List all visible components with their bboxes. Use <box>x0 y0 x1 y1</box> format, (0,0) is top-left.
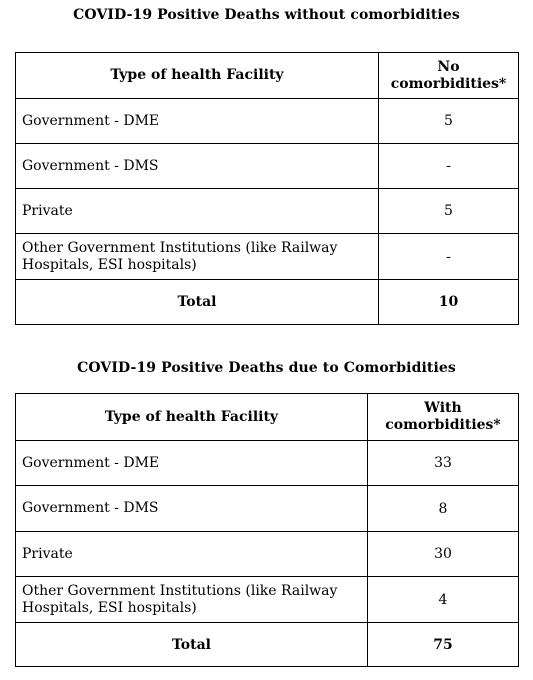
table2-header-value-line1: With <box>424 400 462 416</box>
death-count-cell: 8 <box>368 486 519 532</box>
total-value: 75 <box>368 623 519 667</box>
facility-type-cell: Government - DMS <box>16 486 368 532</box>
facility-type-line2: Hospitals, ESI hospitals) <box>22 256 197 273</box>
facility-type-line2: Hospitals, ESI hospitals) <box>22 599 197 616</box>
facility-type-line1: Other Government Institutions (like Railway <box>22 582 338 599</box>
total-label: Total <box>16 623 368 667</box>
facility-type-cell <box>16 234 379 280</box>
table-row <box>16 532 519 577</box>
table2-total-row <box>16 623 519 667</box>
death-count-cell: - <box>379 234 519 280</box>
table1-title: COVID-19 Positive Deaths without comorbidities <box>73 7 460 23</box>
facility-type-cell: Private <box>16 532 368 577</box>
death-count-cell: 5 <box>379 189 519 234</box>
death-count-cell: - <box>379 144 519 189</box>
death-count-cell: 4 <box>368 577 519 623</box>
deaths-without-comorbidities-table <box>15 52 519 325</box>
table1-header-type: Type of health Facility <box>16 53 379 99</box>
table2-header-value-line2: comorbidities* <box>385 417 501 433</box>
death-count-cell: 30 <box>368 532 519 577</box>
death-count-cell: 5 <box>379 99 519 144</box>
total-label: Total <box>16 280 379 325</box>
table-row <box>16 441 519 486</box>
table-row <box>16 234 519 280</box>
table2-header-value <box>368 394 519 441</box>
table1-header-value <box>379 53 519 99</box>
facility-type-cell: Government - DME <box>16 441 368 486</box>
table1-header-value-line1: No <box>437 58 460 75</box>
table1-header-value-line2: comorbidities* <box>390 75 507 92</box>
facility-type-cell: Government - DME <box>16 99 379 144</box>
table-row <box>16 577 519 623</box>
table-row <box>16 144 519 189</box>
table2-title: COVID-19 Positive Deaths due to Comorbidities <box>77 360 456 376</box>
deaths-with-comorbidities-table <box>15 393 519 667</box>
table1-total-row <box>16 280 519 325</box>
facility-type-cell <box>16 577 368 623</box>
death-count-cell: 33 <box>368 441 519 486</box>
facility-type-cell: Private <box>16 189 379 234</box>
table-row <box>16 189 519 234</box>
table-row <box>16 486 519 532</box>
table2-header-type: Type of health Facility <box>16 394 368 441</box>
facility-type-cell: Government - DMS <box>16 144 379 189</box>
table1-header-row <box>16 53 519 99</box>
table2-header-row <box>16 394 519 441</box>
total-value: 10 <box>379 280 519 325</box>
facility-type-line1: Other Government Institutions (like Railway <box>22 239 338 256</box>
table-row <box>16 99 519 144</box>
